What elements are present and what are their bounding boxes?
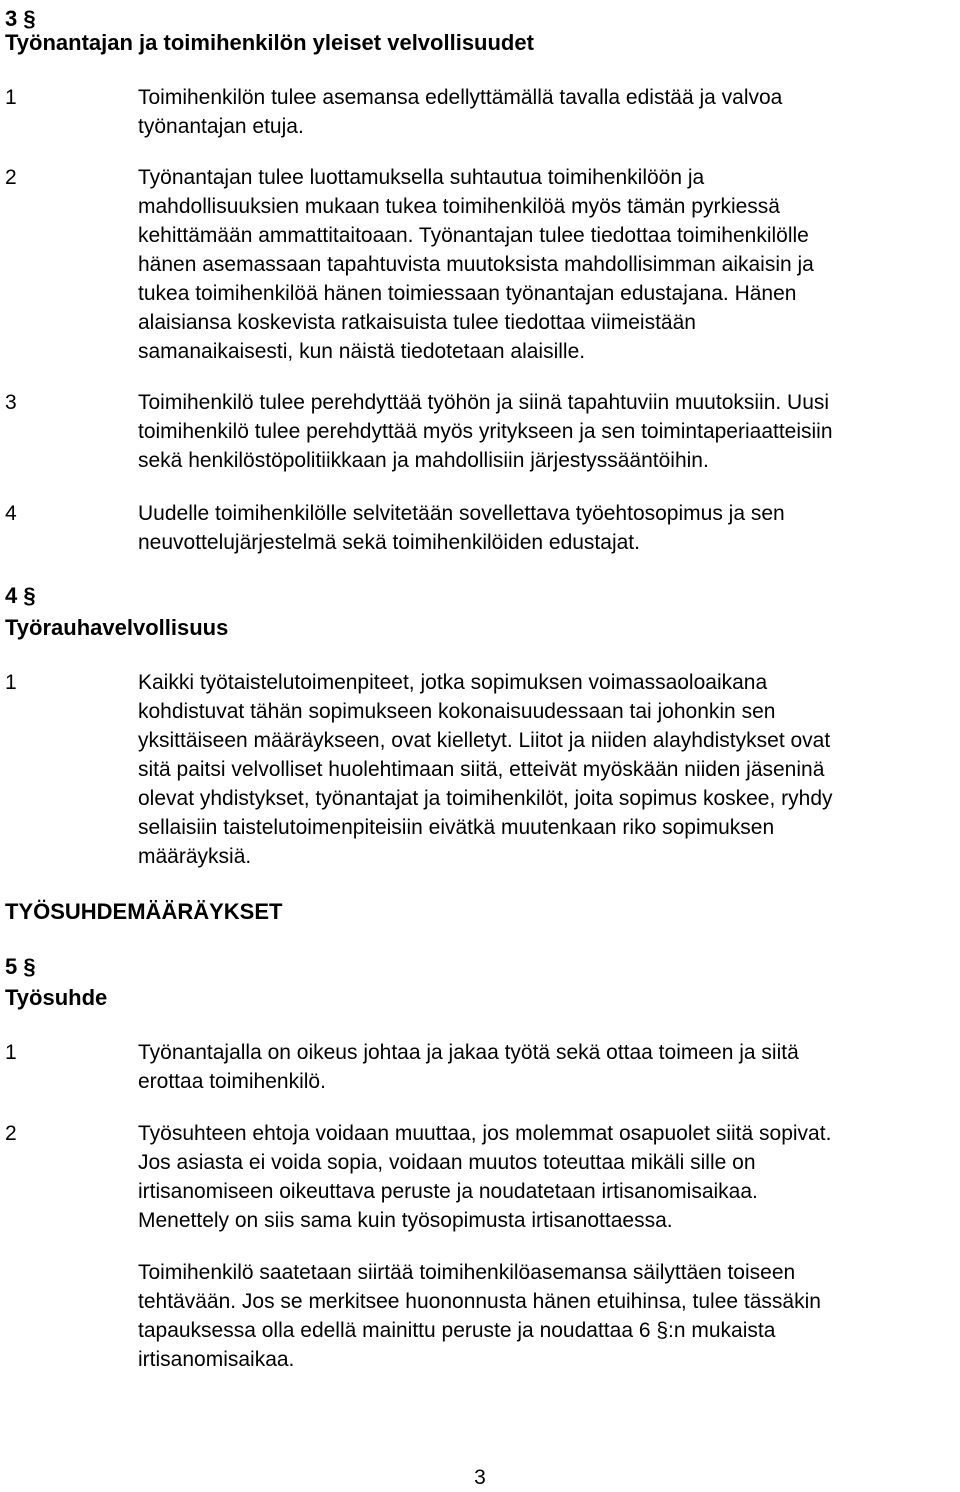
section-3-number: 3 § (5, 6, 36, 31)
section-4-title: Työrauhavelvollisuus (5, 615, 229, 640)
paragraph-text: Toimihenkilön tulee asemansa edellyttämällä tavalla edistää ja valvoa työnantajan etuja. (138, 86, 783, 138)
paragraph-number: 1 (5, 1041, 17, 1064)
section-4-number: 4 § (5, 583, 36, 608)
paragraph-number: 3 (5, 391, 17, 414)
paragraph-text: Toimihenkilö saatetaan siirtää toimihenkilöasemansa säilyttäen toiseen tehtävään. Jos se merkitsee huononnusta hänen etuihinsa, tulee tässäkin tapauksessa olla edellä mainittu peruste ja noudattaa 6 §:n mukaista irtisanomisaikaa. (138, 1261, 821, 1371)
paragraph-text: Kaikki työtaistelutoimenpiteet, jotka sopimuksen voimassaoloaikana kohdistuvat tähän sopimukseen kokonaisuudessaan tai johonkin sen yksittäiseen määräykseen, ovat kielletyt. Liitot ja niiden alayhdistykset ovat sitä paitsi velvolliset huolehtimaan siitä, etteivät myöskään niiden jäseninä olevat yhdistykset, työnantajat ja toimihenkilöt, joita sopimus koskee, ryhdy sellaisiin taistelutoimenpiteisiin eivätkä muutenkaan riko sopimuksen määräyksiä. (138, 671, 833, 868)
section-3-title: Työnantajan ja toimihenkilön yleiset velvollisuudet (5, 30, 534, 55)
paragraph-text: Työsuhteen ehtoja voidaan muuttaa, jos molemmat osapuolet siitä sopivat. Jos asiasta ei voida sopia, voidaan muutos toteuttaa mikäli sille on irtisanomiseen oikeuttava peruste ja noudatetaan irtisanomisaikaa. Menettely on siis sama kuin työsopimusta irtisanottaessa. (138, 1122, 832, 1232)
section-5-title: Työsuhde (5, 985, 108, 1010)
paragraph-text: Toimihenkilö tulee perehdyttää työhön ja siinä tapahtuviin muutoksiin. Uusi toimihenkilö tulee perehdyttää myös yritykseen ja sen toimintaperiaatteisiin sekä henkilöstöpolitiikkaan ja mahdollisiin järjestyssääntöihin. (138, 391, 833, 472)
paragraph-number: 1 (5, 86, 17, 109)
paragraph-number: 4 (5, 502, 17, 525)
section-5-paragraph-1 (5, 1038, 960, 1096)
section-3-paragraph-3 (5, 388, 960, 475)
paragraph-number: 2 (5, 166, 17, 189)
section-3-paragraph-4 (5, 499, 960, 557)
section-5-paragraph-2 (5, 1119, 960, 1235)
page-number: 3 (474, 1466, 486, 1489)
section-3-paragraph-1 (5, 83, 960, 141)
section-5-number: 5 § (5, 954, 36, 979)
paragraph-text: Uudelle toimihenkilölle selvitetään sovellettava työehtosopimus ja sen neuvottelujärjestelmä sekä toimihenkilöiden edustajat. (138, 502, 785, 554)
section-3-paragraph-2 (5, 163, 960, 366)
chapter-title: TYÖSUHDEMÄÄRÄYKSET (5, 899, 283, 924)
paragraph-number: 1 (5, 671, 17, 694)
paragraph-text: Työnantajalla on oikeus johtaa ja jakaa työtä sekä ottaa toimeen ja siitä erottaa toimihenkilö. (138, 1041, 799, 1093)
section-4-paragraph-1 (5, 668, 960, 871)
section-5-paragraph-3 (5, 1258, 960, 1374)
paragraph-text: Työnantajan tulee luottamuksella suhtautua toimihenkilöön ja mahdollisuuksien mukaan tukea toimihenkilöä myös tämän pyrkiessä kehittämään ammattitaitoaan. Työnantajan tulee tiedottaa toimihenkilölle hänen asemassaan tapahtuvista muutoksista mahdollisimman aikaisin ja tukea toimihenkilöä hänen toimiessaan työnantajan edustajana. Hänen alaisiansa koskevista ratkaisuista tulee tiedottaa viimeistään samanaikaisesti, kun näistä tiedotetaan alaisille. (138, 166, 814, 363)
paragraph-number: 2 (5, 1122, 17, 1145)
